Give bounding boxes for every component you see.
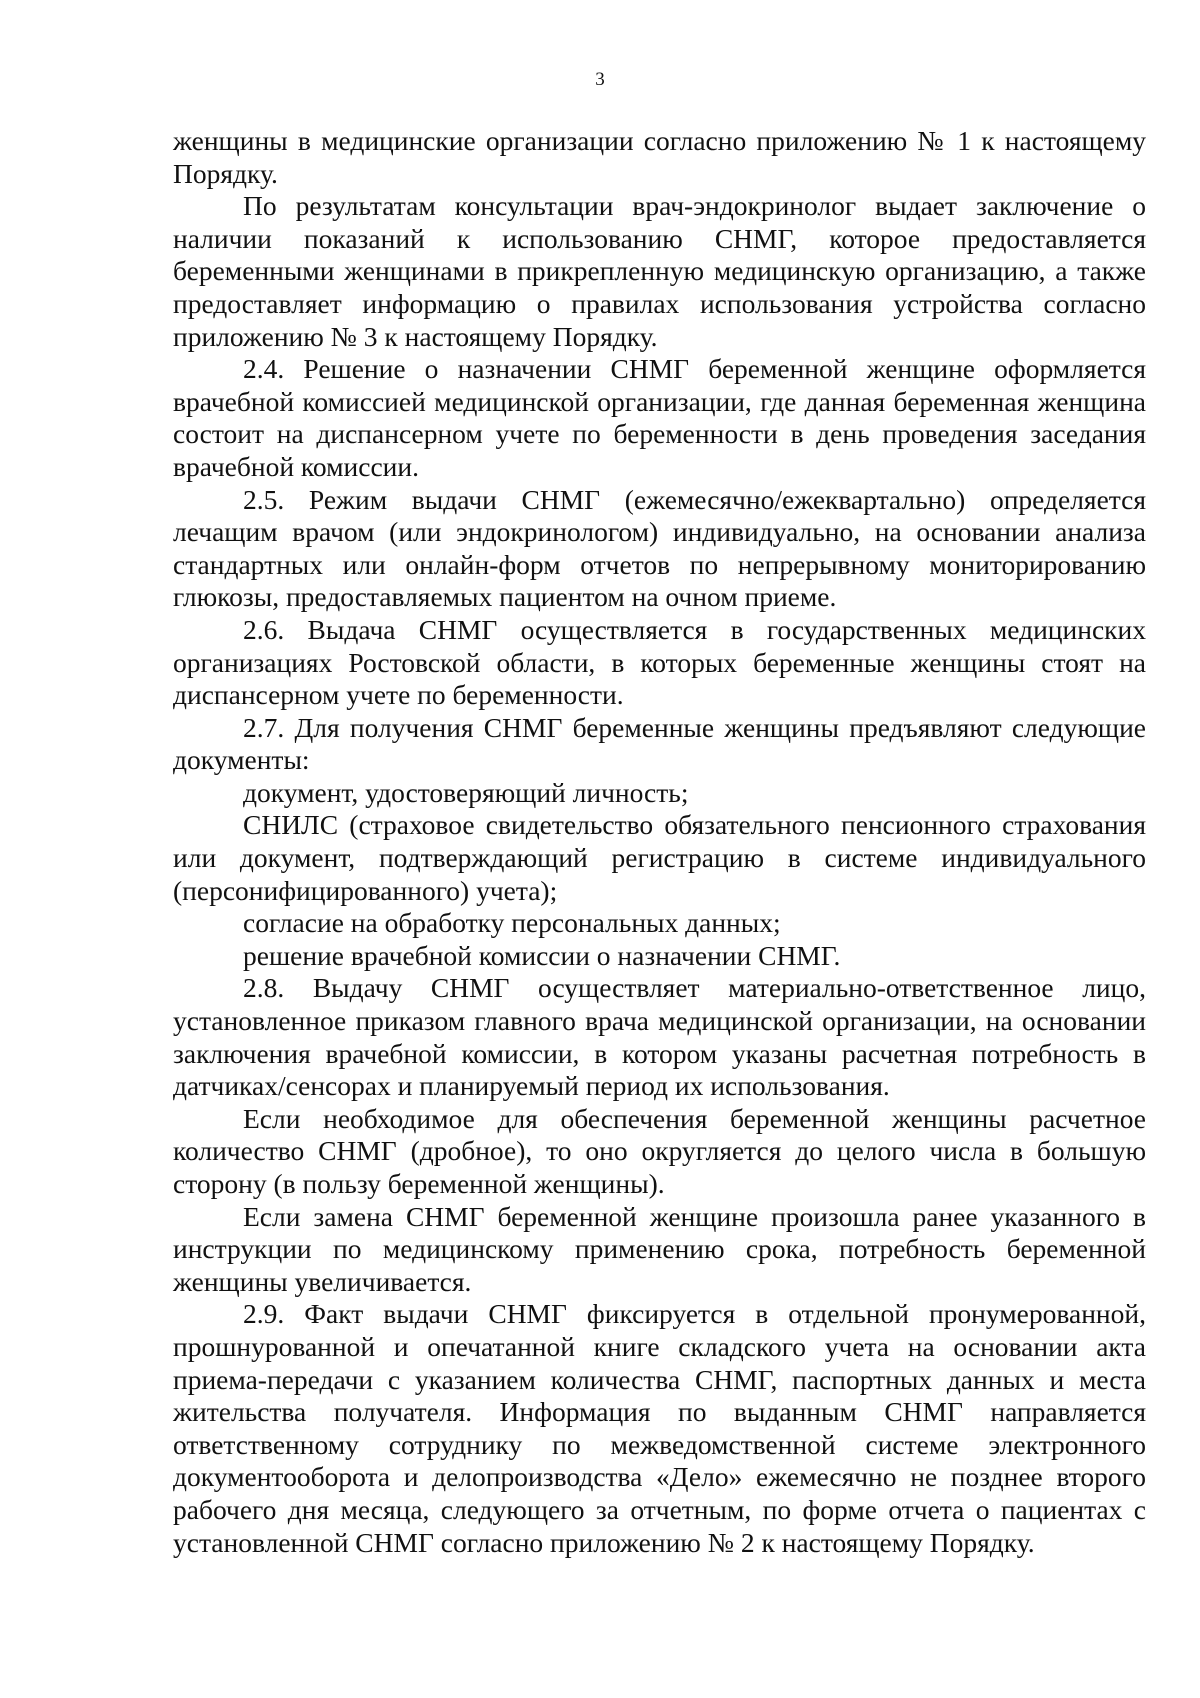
document-body	[173, 125, 1146, 1559]
paragraph-rounding: Если необходимое для обеспечения беременной женщины расчетное количество СНМГ (дробное), то оно округляется до целого числа в большую сторону (в пользу беременной женщины).	[173, 1102, 1146, 1199]
list-item-snils: СНИЛС (страховое свидетельство обязательного пенсионного страхования или документ, подтверждающий регистрацию в системе индивидуального (персонифицированного) учета);	[173, 809, 1146, 906]
paragraph-continuation: женщины в медицинские организации согласно приложению № 1 к настоящему Порядку.	[173, 125, 1146, 189]
paragraph-consultation-result: По результатам консультации врач-эндокринолог выдает заключение о наличии показаний к использованию СНМГ, которое предоставляется беременными женщинами в прикрепленную медицинскую организацию, а также предоставляет информацию о правилах использования устройства согласно приложению № 3 к настоящему Порядку.	[173, 190, 1146, 352]
list-item-identity-document: документ, удостоверяющий личность;	[243, 776, 689, 808]
paragraph-replacement: Если замена СНМГ беременной женщине произошла ранее указанного в инструкции по медицинскому применению срока, потребность беременной женщины увеличивается.	[173, 1200, 1146, 1297]
list-item-commission-decision: решение врачебной комиссии о назначении СНМГ.	[243, 939, 841, 971]
paragraph-2-5: 2.5. Режим выдачи СНМГ (ежемесячно/ежеквартально) определяется лечащим врачом (или эндокринологом) индивидуально, на основании анализа стандартных или онлайн-форм отчетов по непрерывному мониторированию глюкозы, предоставляемых пациентом на очном приеме.	[173, 483, 1146, 613]
paragraph-2-9: 2.9. Факт выдачи СНМГ фиксируется в отдельной пронумерованной, прошнурованной и опечатанной книге складского учета на основании акта приема-передачи с указанием количества СНМГ, паспортных данных и места жительства получателя. Информация по выданным СНМГ направляется ответственному сотруднику по межведомственной системе электронного документооборота и делопроизводства «Дело» ежемесячно не позднее второго рабочего дня месяца, следующего за отчетным, по форме отчета о пациентах с установленной СНМГ согласно приложению № 2 к настоящему Порядку.	[173, 1298, 1146, 1558]
paragraph-2-4: 2.4. Решение о назначении СНМГ беременной женщине оформляется врачебной комиссией медицинской организации, где данная беременная женщина состоит на диспансерном учете по беременности в день проведения заседания врачебной комиссии.	[173, 353, 1146, 482]
list-item-consent: согласие на обработку персональных данных;	[243, 907, 781, 939]
paragraph-2-7: 2.7. Для получения СНМГ беременные женщины предъявляют следующие документы:	[173, 711, 1146, 776]
paragraph-2-8: 2.8. Выдачу СНМГ осуществляет материально-ответственное лицо, установленное приказом главного врача медицинской организации, на основании заключения врачебной комиссии, в котором указаны расчетная потребность в датчиках/сенсорах и планируемый период их использования.	[173, 972, 1146, 1102]
page-number: 3	[595, 69, 605, 90]
paragraph-2-6: 2.6. Выдача СНМГ осуществляется в государственных медицинских организациях Ростовской области, в которых беременные женщины стоят на диспансерном учете по беременности.	[173, 613, 1146, 711]
